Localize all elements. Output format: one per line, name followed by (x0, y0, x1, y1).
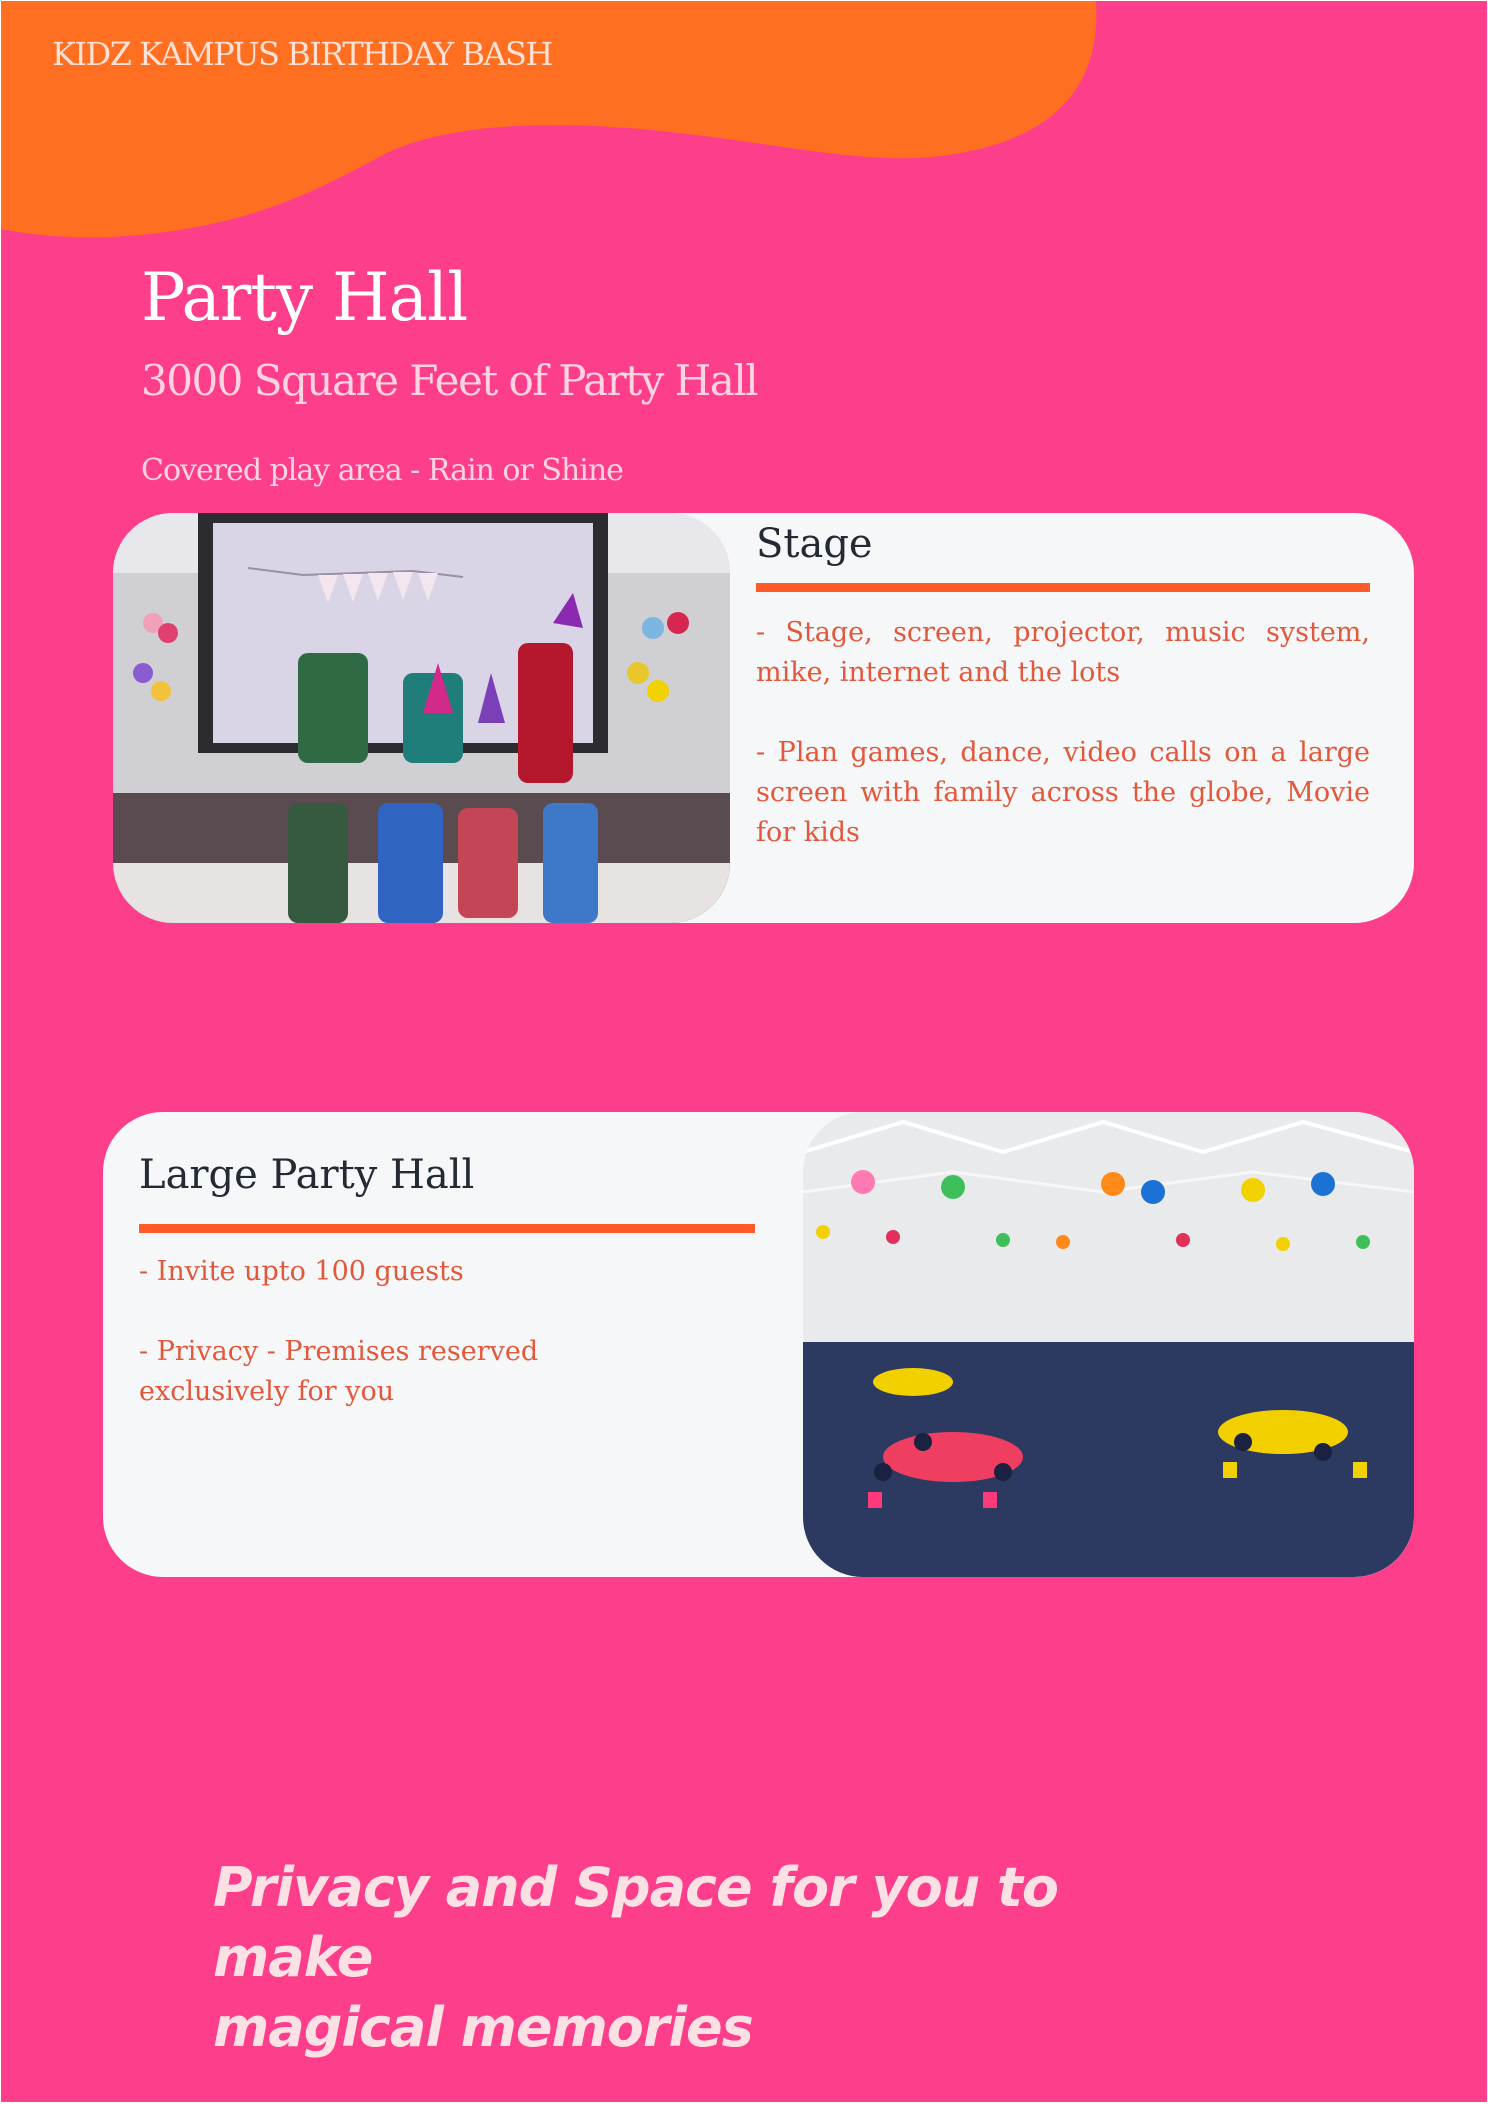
stage-description (756, 613, 1370, 893)
large-hall-description (139, 1252, 609, 1452)
stage-card (113, 513, 1414, 923)
hall-photo-icon (803, 1112, 1414, 1577)
stage-photo (113, 513, 730, 923)
closing-line-2: magical memories (213, 1996, 753, 2059)
closing-message (213, 1853, 1213, 2063)
large-hall-paragraph-1: - Invite upto 100 guests (139, 1256, 464, 1287)
stage-paragraph-1: - Stage, screen, projector, music system, mike, internet and the lots (756, 617, 1370, 688)
stage-paragraph-2: - Plan games, dance, video calls on a large screen with family across the globe, Movie for kids (756, 737, 1370, 848)
large-hall-paragraph-2: - Privacy - Premises reserved exclusively for you (139, 1336, 539, 1407)
stage-heading-rule (756, 583, 1370, 592)
page-tagline: Covered play area - Rain or Shine (141, 453, 623, 488)
large-hall-photo (803, 1112, 1414, 1577)
large-hall-card (103, 1112, 1414, 1577)
stage-photo-icon (113, 513, 730, 923)
page-subtitle: 3000 Square Feet of Party Hall (141, 356, 758, 405)
large-hall-heading: Large Party Hall (139, 1152, 475, 1198)
page-title: Party Hall (141, 259, 468, 336)
large-hall-heading-rule (139, 1224, 755, 1233)
page (1, 1, 1487, 2102)
stage-heading: Stage (756, 521, 873, 567)
brand-title: KIDZ KAMPUS BIRTHDAY BASH (52, 35, 552, 73)
closing-line-1: Privacy and Space for you to make (213, 1856, 1058, 1989)
